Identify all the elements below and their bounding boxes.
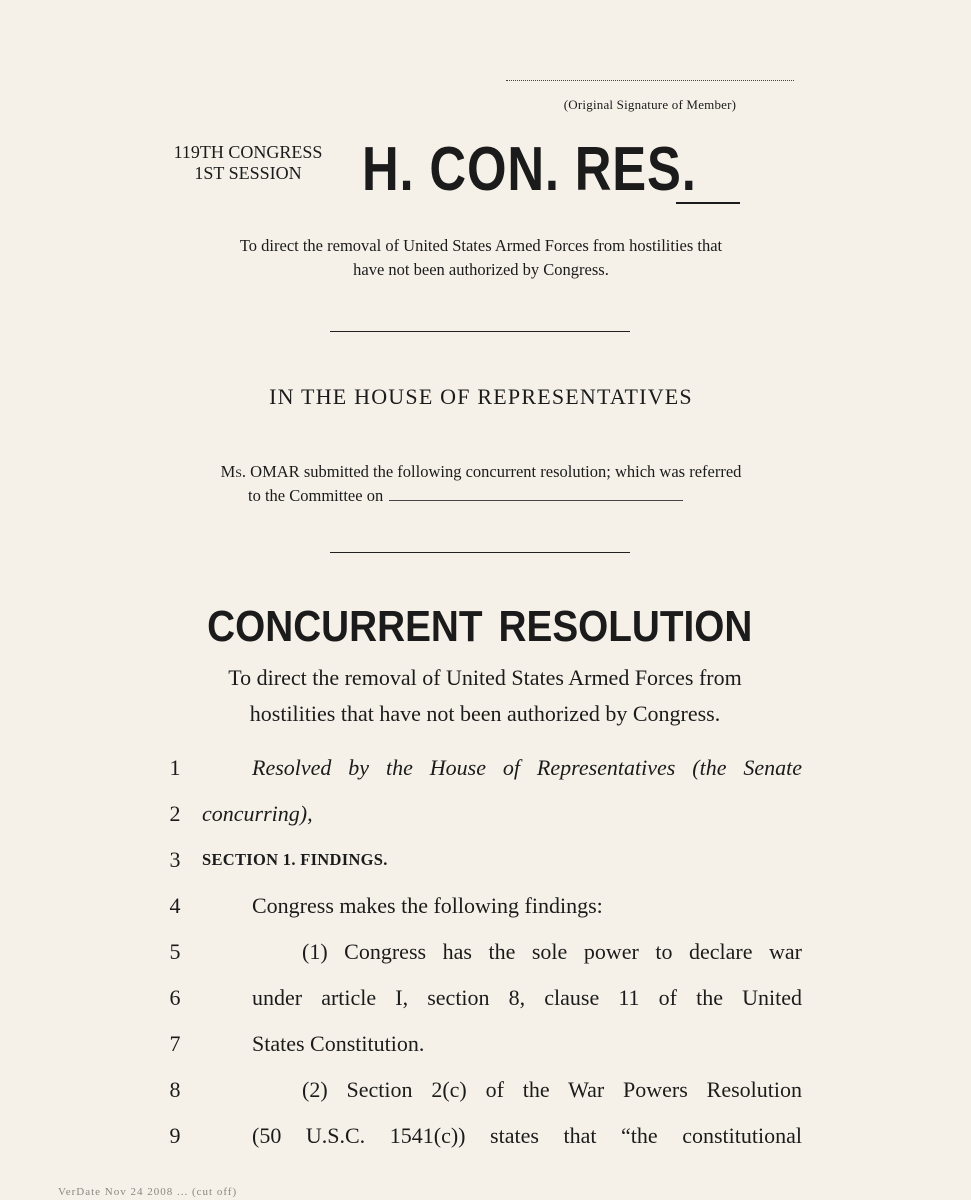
line-number: 4: [169, 893, 181, 918]
body-line: [0, 937, 971, 967]
page-footer: VerDate Nov 24 2008 ... (cut off): [58, 1186, 238, 1198]
line-text: under article I, section 8, clause 11 of the United: [252, 985, 802, 1010]
line-text: (1) Congress has the sole power to declare war: [302, 939, 802, 964]
short-title-line-1: To direct the removal of United States Armed Forces from hostilities that: [239, 236, 723, 255]
line-number: 5: [169, 939, 181, 964]
line-text: States Constitution.: [252, 1031, 425, 1056]
sponsor-name: Ms. OMAR: [220, 462, 300, 481]
line-text: concurring),: [202, 801, 313, 826]
bill-number-blank: [676, 202, 740, 204]
intro-line-1: submitted the following concurrent resolution; which was referred: [303, 462, 742, 481]
committee-blank: [389, 486, 683, 501]
line-number: 8: [169, 1077, 181, 1102]
body-line: [0, 799, 971, 829]
line-number: 6: [169, 985, 181, 1010]
introduction-statement: [150, 460, 812, 508]
line-text: (2) Section 2(c) of the War Powers Resolution: [302, 1077, 802, 1102]
line-number: 9: [169, 1123, 181, 1148]
divider-rule: [330, 552, 630, 553]
long-title-line-1: To direct the removal of United States Armed Forces from: [228, 665, 742, 690]
line-number: 1: [169, 755, 181, 780]
intro-line-2: to the Committee on: [248, 486, 384, 505]
congress-label: 119TH CONGRESS: [173, 142, 323, 162]
body-line: [0, 1075, 971, 1105]
resolution-heading-text: CONCURRENT RESOLUTION: [207, 602, 753, 651]
body-line: [0, 891, 971, 921]
line-number: 2: [169, 801, 181, 826]
body-line: [0, 1029, 971, 1059]
body-line: [0, 983, 971, 1013]
line-number: 3: [169, 847, 181, 872]
bill-type-title: H. CON. RES.: [362, 135, 697, 204]
short-title-line-2: have not been authorized by Congress.: [353, 260, 609, 279]
line-text: Congress makes the following findings:: [252, 893, 603, 918]
body-line: [0, 1121, 971, 1151]
divider-rule: [330, 331, 630, 332]
body-line: [0, 753, 971, 783]
section-heading: SECTION 1. FINDINGS.: [202, 850, 388, 869]
short-title: [150, 234, 812, 282]
body-line: [0, 845, 971, 875]
congress-session-block: [150, 142, 346, 184]
long-title-line-2: hostilities that have not been authorized by Congress.: [249, 701, 721, 726]
signature-line: [506, 80, 794, 81]
session-label: 1ST SESSION: [194, 163, 302, 183]
signature-caption: (Original Signature of Member): [563, 97, 737, 112]
line-text: Resolved by the House of Representatives (the Senate: [252, 755, 802, 780]
long-title: [130, 660, 840, 732]
line-number: 7: [169, 1031, 181, 1056]
house-heading: IN THE HOUSE OF REPRESENTATIVES: [269, 384, 693, 409]
resolution-heading: [130, 598, 830, 656]
line-text: (50 U.S.C. 1541(c)) states that “the constitutional: [252, 1123, 802, 1148]
